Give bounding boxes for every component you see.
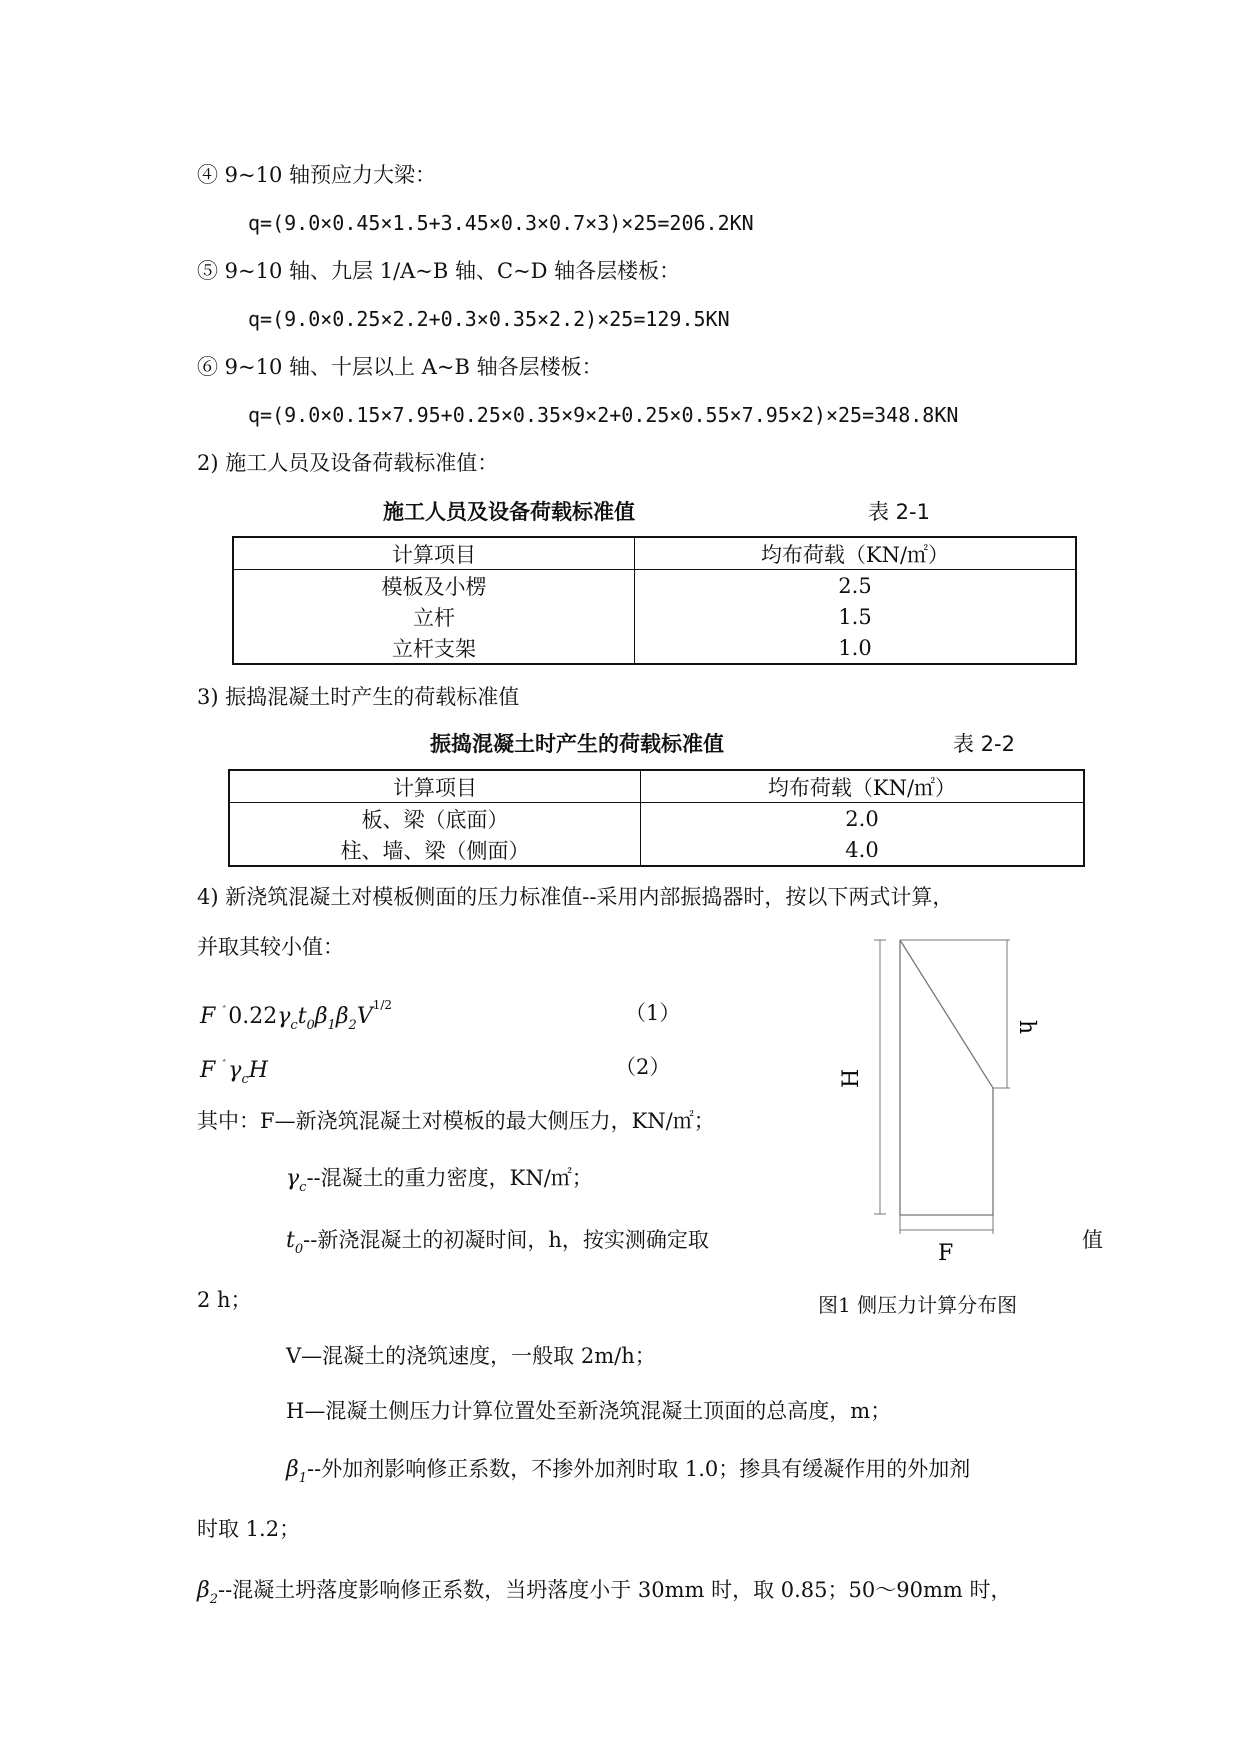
formula-2-lhs: F <box>200 1058 216 1083</box>
table1-cell: 1.5 <box>635 601 1077 632</box>
def-beta1: $\beta_1--$外加剂影响修正系数，不掺外加剂时取 1.0；掺具有缓凝作用的外加剂 <box>286 1457 971 1486</box>
def-t0-value-word: 值 <box>1082 1228 1103 1252</box>
item4-formula: q=(9.0×0.45×1.5+3.45×0.3×0.7×3)×25=206.2KN <box>248 211 754 235</box>
table2 <box>228 769 1085 867</box>
formula-1-coef: 0.22 <box>228 1004 278 1029</box>
item4-title: ④ 9~10 轴预应力大梁： <box>197 163 437 187</box>
table1-cell: 立杆支架 <box>233 632 635 664</box>
table1-col-load: 均布荷载（KN/㎡） <box>635 537 1077 570</box>
formula-2-h: H <box>248 1058 268 1083</box>
table1-col-item: 计算项目 <box>233 537 635 570</box>
table-row <box>233 601 1076 632</box>
def-beta1-continuation: 时取 1.2； <box>197 1517 301 1541</box>
def-beta2: $\beta_2--$混凝土坍落度影响修正系数，当坍落度小于 30mm 时，取 0.85；50～90mm 时， <box>197 1578 1012 1607</box>
def-gamma-text: --混凝土的重力密度，KN/㎡； <box>306 1166 593 1190</box>
table-row <box>229 834 1084 866</box>
table-row <box>233 570 1076 602</box>
formula-1-number: （1） <box>625 1001 681 1025</box>
table1-cell: 立杆 <box>233 601 635 632</box>
table2-cell: 板、梁（底面） <box>229 803 641 835</box>
table2-col-load: 均布荷载（KN/㎡） <box>641 770 1085 803</box>
formula-2-operator: ﾞ <box>222 1058 229 1072</box>
def-f: 其中：F—新浇筑混凝土对模板的最大侧压力，KN/㎡； <box>197 1109 715 1133</box>
table2-col-item: 计算项目 <box>229 770 641 803</box>
table2-cell: 4.0 <box>641 834 1085 866</box>
table1 <box>232 536 1077 665</box>
table-row <box>233 632 1076 664</box>
table2-number: 表 2-2 <box>953 732 1015 756</box>
table2-cell: 2.0 <box>641 803 1085 835</box>
label-H: H <box>839 1068 864 1088</box>
item5-title: ⑤ 9~10 轴、九层 1/A~B 轴、C~D 轴各层楼板： <box>197 259 681 283</box>
item6-formula: q=(9.0×0.15×7.95+0.25×0.35×9×2+0.25×0.55×7.95×2)×25=348.8KN <box>248 403 959 427</box>
section-4-continuation: 并取其较小值： <box>197 935 344 959</box>
table-row <box>229 803 1084 835</box>
def-beta2-text: --混凝土坍落度影响修正系数，当坍落度小于 30mm 时，取 0.85；50～90mm 时， <box>218 1578 1012 1602</box>
formula-1-exponent: 1/2 <box>372 998 393 1012</box>
figure-caption: 图1 侧压力计算分布图 <box>818 1293 1018 1317</box>
table2-title: 振捣混凝土时产生的荷载标准值 <box>430 732 724 756</box>
table1-cell: 1.0 <box>635 632 1077 664</box>
table1-cell: 2.5 <box>635 570 1077 602</box>
section-2-heading: 2) 施工人员及设备荷载标准值： <box>197 451 499 475</box>
formula-2: F $^ﾞ\gamma_cH$ <box>200 1058 268 1087</box>
label-h: h <box>1014 1020 1039 1035</box>
def-t0-continuation: 2 h； <box>197 1288 252 1312</box>
table1-header-row <box>233 537 1076 570</box>
pressure-distribution-figure <box>830 930 1060 1270</box>
formula-1-lhs: F <box>200 1004 216 1029</box>
def-v: V—混凝土的浇筑速度，一般取 2m/h； <box>286 1344 656 1368</box>
def-t0: $t_0--$新浇混凝土的初凝时间，h，按实测确定取 <box>286 1228 709 1257</box>
section-4-heading: 4) 新浇筑混凝土对模板侧面的压力标准值--采用内部振捣器时，按以下两式计算， <box>197 885 954 909</box>
table2-cell: 柱、墙、梁（侧面） <box>229 834 641 866</box>
formula-1-v: V <box>356 1004 373 1029</box>
formula-1: F $^ﾞ0.22\gamma_ct_0\beta_1\beta_2V^{1/2}$ <box>200 998 393 1033</box>
formula-1-operator: ﾞ <box>222 1004 229 1018</box>
formula-2-number: （2） <box>615 1055 671 1079</box>
item6-title: ⑥ 9~10 轴、十层以上 A~B 轴各层楼板： <box>197 355 603 379</box>
def-gamma: $\gamma_c--$混凝土的重力密度，KN/㎡； <box>286 1166 593 1195</box>
pressure-shape <box>900 940 993 1215</box>
def-h: H—混凝土侧压力计算位置处至新浇筑混凝土顶面的总高度，m； <box>286 1399 892 1423</box>
table1-title: 施工人员及设备荷载标准值 <box>383 500 635 524</box>
item5-formula: q=(9.0×0.25×2.2+0.3×0.35×2.2)×25=129.5KN <box>248 307 730 331</box>
def-beta1-text: --外加剂影响修正系数，不掺外加剂时取 1.0；掺具有缓凝作用的外加剂 <box>307 1457 971 1481</box>
table1-number: 表 2-1 <box>868 500 930 524</box>
table2-header-row <box>229 770 1084 803</box>
table1-cell: 模板及小楞 <box>233 570 635 602</box>
label-F: F <box>938 1241 954 1266</box>
def-t0-text: --新浇混凝土的初凝时间，h，按实测确定取 <box>303 1228 709 1252</box>
section-3-heading: 3) 振捣混凝土时产生的荷载标准值 <box>197 685 520 709</box>
